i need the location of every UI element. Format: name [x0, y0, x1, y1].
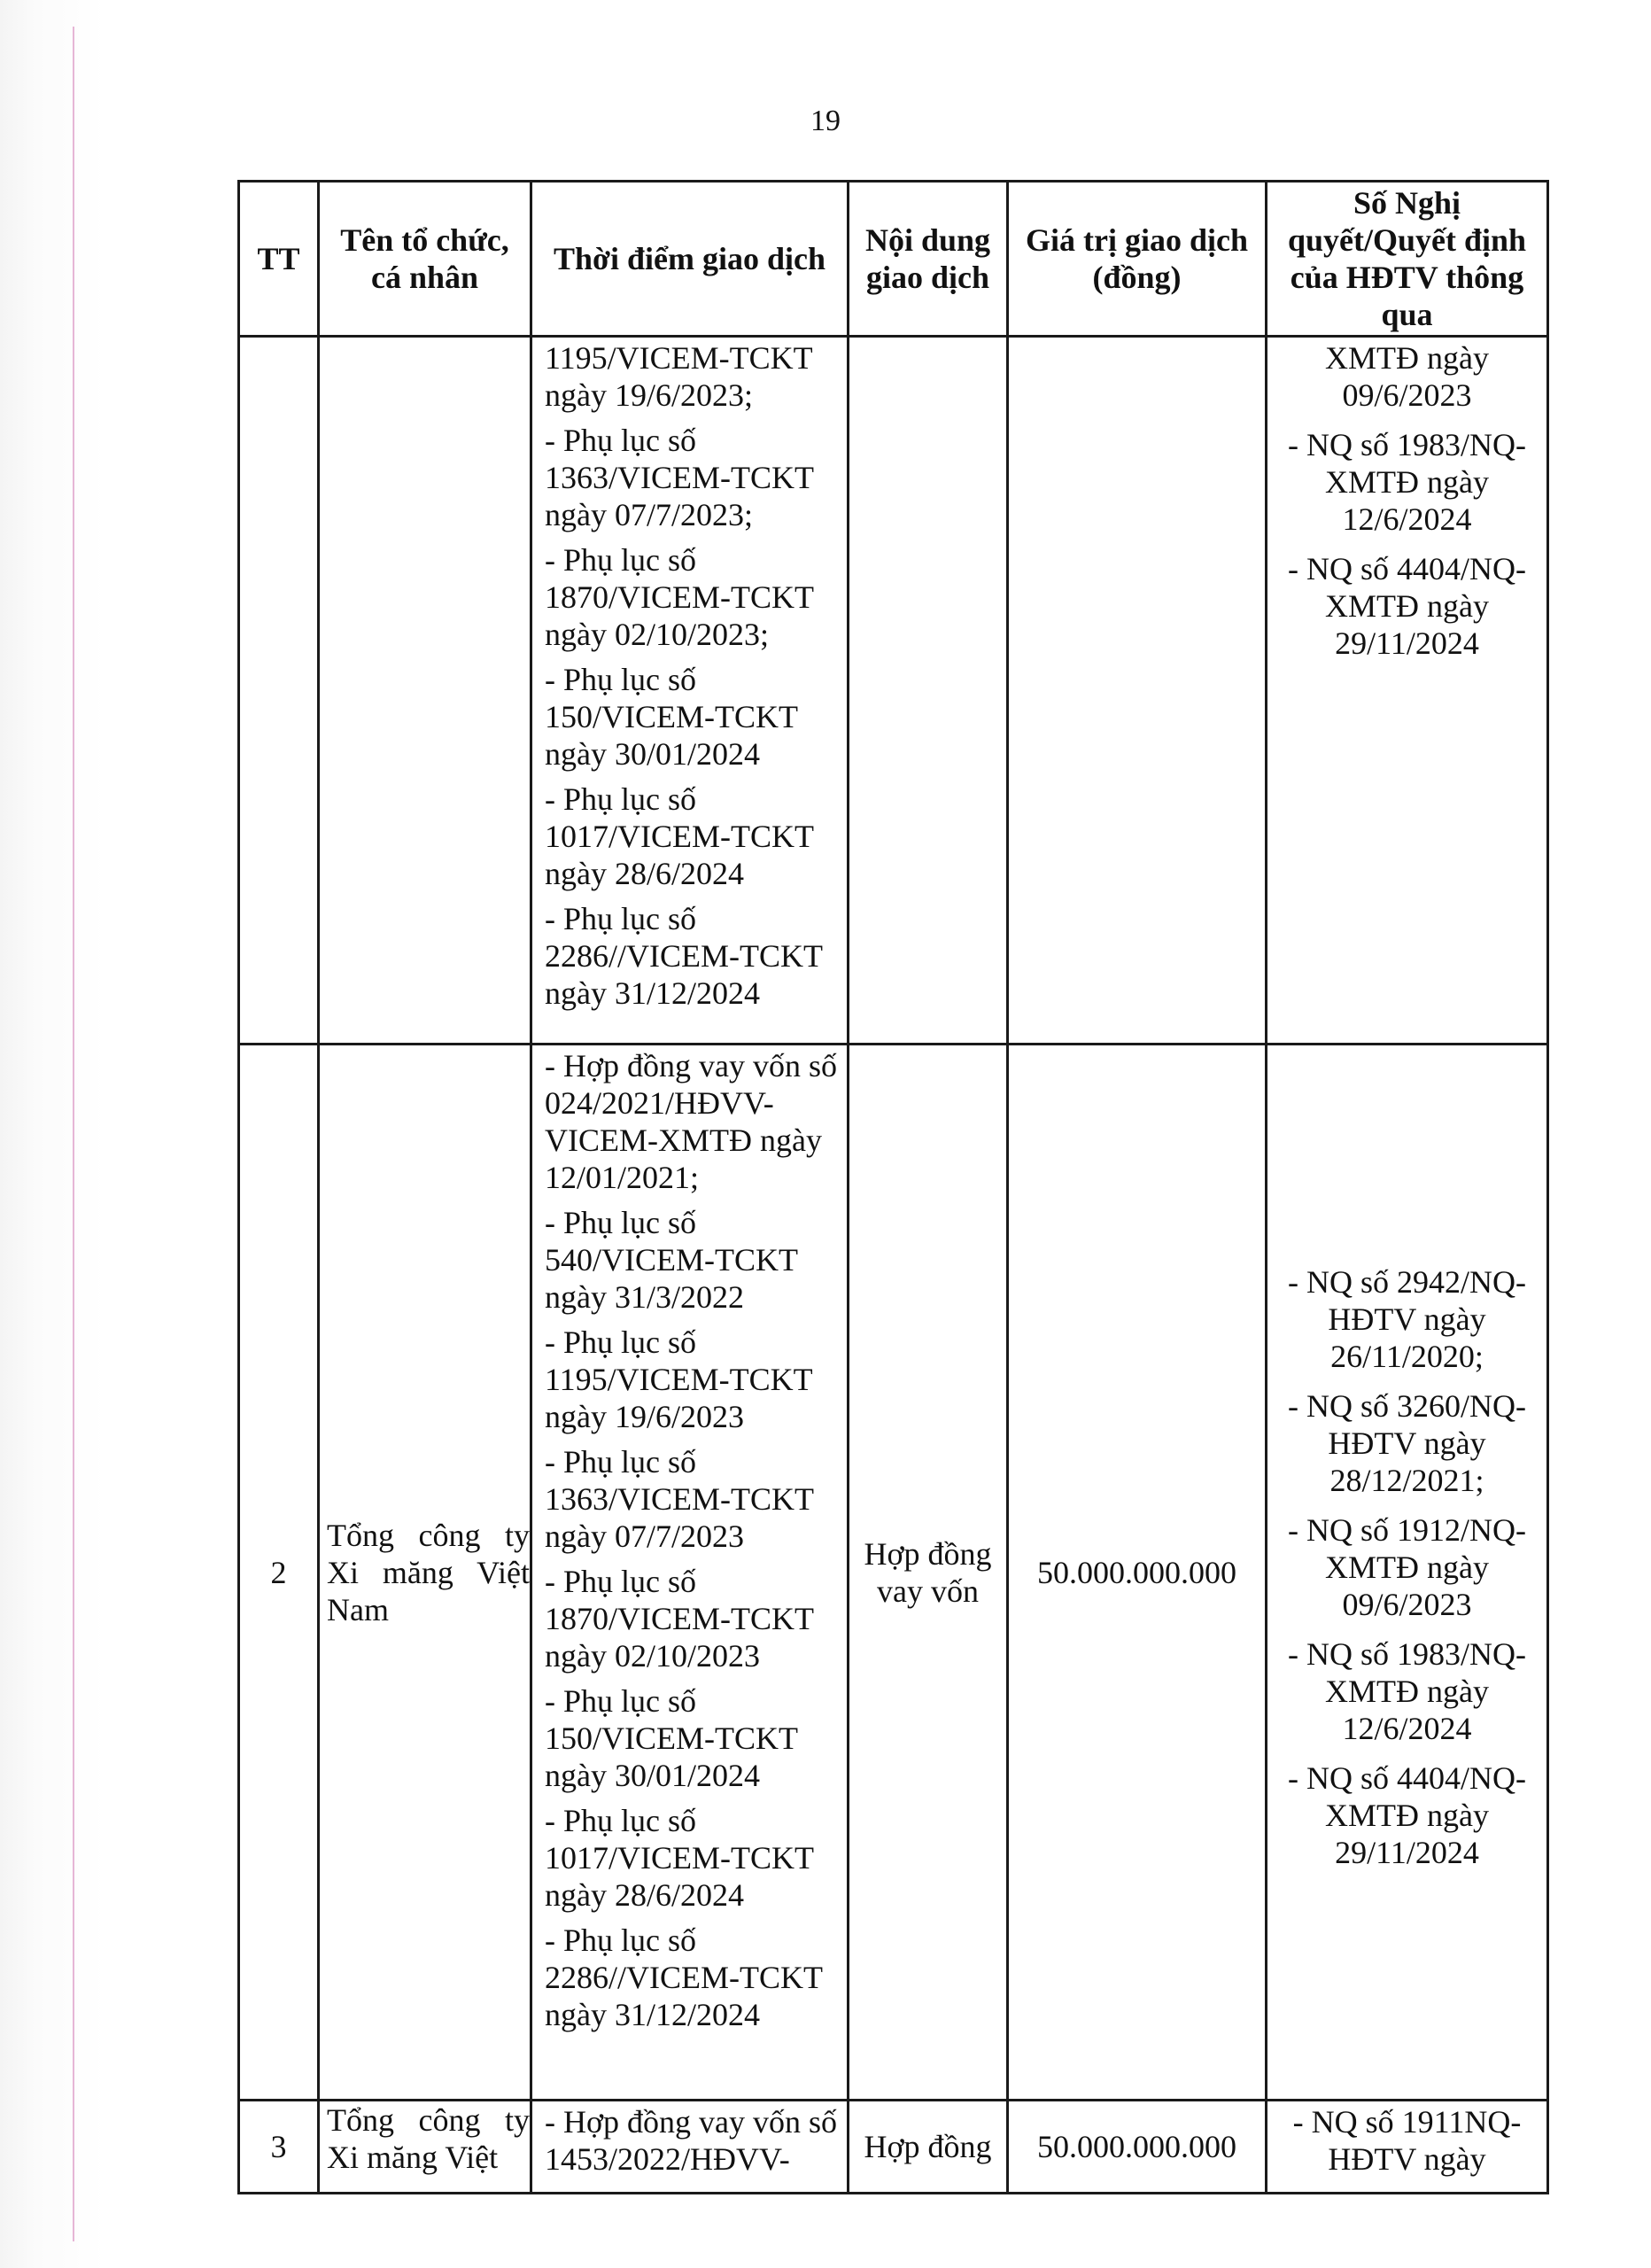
cell-value [1008, 337, 1267, 1045]
cell-content [849, 337, 1008, 1045]
transaction-item: - Phụ lục số 150/VICEM-TCKT ngày 30/01/2024 [545, 1683, 798, 1793]
transaction-item: - Phụ lục số 1195/VICEM-TCKT ngày 19/6/2023 [545, 1324, 812, 1434]
resolution-item: XMTĐ ngày 09/6/2023 [1325, 340, 1489, 413]
transaction-item: - Phụ lục số 1870/VICEM-TCKT ngày 02/10/2023; [545, 542, 814, 652]
transaction-item: - Phụ lục số 1363/VICEM-TCKT ngày 07/7/2023 [545, 1444, 814, 1554]
resolution-item: - NQ số 1983/NQ-XMTĐ ngày 12/6/2024 [1288, 427, 1526, 537]
transaction-item: - Phụ lục số 1017/VICEM-TCKT ngày 28/6/2024 [545, 1803, 814, 1913]
transaction-item: - Phụ lục số 1870/VICEM-TCKT ngày 02/10/2023 [545, 1564, 814, 1674]
header-name: Tên tổ chức, cá nhân [319, 182, 531, 337]
cell-transactions [531, 337, 849, 1045]
header-resolution: Số Nghị quyết/Quyết định của HĐTV thông qua [1267, 182, 1548, 337]
transaction-item: - Phụ lục số 2286//VICEM-TCKT ngày 31/12/2024 [545, 901, 823, 1011]
page-number: 19 [810, 105, 841, 137]
resolution-item: - NQ số 4404/NQ-XMTĐ ngày 29/11/2024 [1288, 551, 1526, 661]
resolution-item: - NQ số 2942/NQ-HĐTV ngày 26/11/2020; [1288, 1263, 1526, 1374]
transaction-item: - Phụ lục số 150/VICEM-TCKT ngày 30/01/2024 [545, 662, 798, 772]
cell-content: Hợp đồng [849, 2101, 1008, 2194]
cell-transactions [531, 2101, 849, 2194]
table-row [239, 1045, 1548, 2101]
cell-transactions [531, 1045, 849, 2101]
cell-resolutions [1267, 2101, 1548, 2194]
header-tt: TT [239, 182, 319, 337]
transaction-item: - Phụ lục số 2286//VICEM-TCKT ngày 31/12/2024 [545, 1922, 823, 2032]
transaction-item: - Phụ lục số 1017/VICEM-TCKT ngày 28/6/2024 [545, 781, 814, 891]
header-time: Thời điểm giao dịch [531, 182, 849, 337]
cell-name: Tổng công ty Xi măng Việt [319, 2101, 531, 2194]
cell-resolutions [1267, 1045, 1548, 2101]
transaction-item: 1195/VICEM-TCKT ngày 19/6/2023; [545, 340, 812, 413]
transaction-item: - Hợp đồng vay vốn số 1453/2022/HĐVV- [545, 2104, 838, 2177]
header-row [239, 182, 1548, 337]
transaction-item: - Phụ lục số 1363/VICEM-TCKT ngày 07/7/2023; [545, 423, 814, 532]
cell-tt: 3 [239, 2101, 319, 2194]
resolution-item: - NQ số 1911NQ-HĐTV ngày [1292, 2104, 1522, 2177]
table-row [239, 337, 1548, 1045]
cell-name [319, 337, 531, 1045]
margin-line [73, 27, 74, 2241]
cell-tt: 2 [239, 1045, 319, 2101]
cell-resolutions [1267, 337, 1548, 1045]
header-value: Giá trị giao dịch (đồng) [1008, 182, 1267, 337]
cell-value: 50.000.000.000 [1008, 1045, 1267, 2101]
resolution-item: - NQ số 1912/NQ-XMTĐ ngày 09/6/2023 [1288, 1511, 1526, 1622]
header-content: Nội dung giao dịch [849, 182, 1008, 337]
resolution-item: - NQ số 4404/NQ-XMTĐ ngày 29/11/2024 [1288, 1759, 1526, 1870]
table-row [239, 2101, 1548, 2194]
resolution-item: - NQ số 3260/NQ-HĐTV ngày 28/12/2021; [1288, 1387, 1526, 1498]
cell-value: 50.000.000.000 [1008, 2101, 1267, 2194]
cell-name: Tổng công ty Xi măng Việt Nam [319, 1045, 531, 2101]
cell-content: Hợp đồng vay vốn [849, 1045, 1008, 2101]
transactions-table [237, 180, 1549, 2194]
cell-tt [239, 337, 319, 1045]
transaction-item: - Phụ lục số 540/VICEM-TCKT ngày 31/3/2022 [545, 1205, 798, 1315]
resolution-item: - NQ số 1983/NQ-XMTĐ ngày 12/6/2024 [1288, 1635, 1526, 1746]
transaction-item: - Hợp đồng vay vốn số 024/2021/HĐVV-VICEM-XMTĐ ngày 12/01/2021; [545, 1048, 838, 1195]
